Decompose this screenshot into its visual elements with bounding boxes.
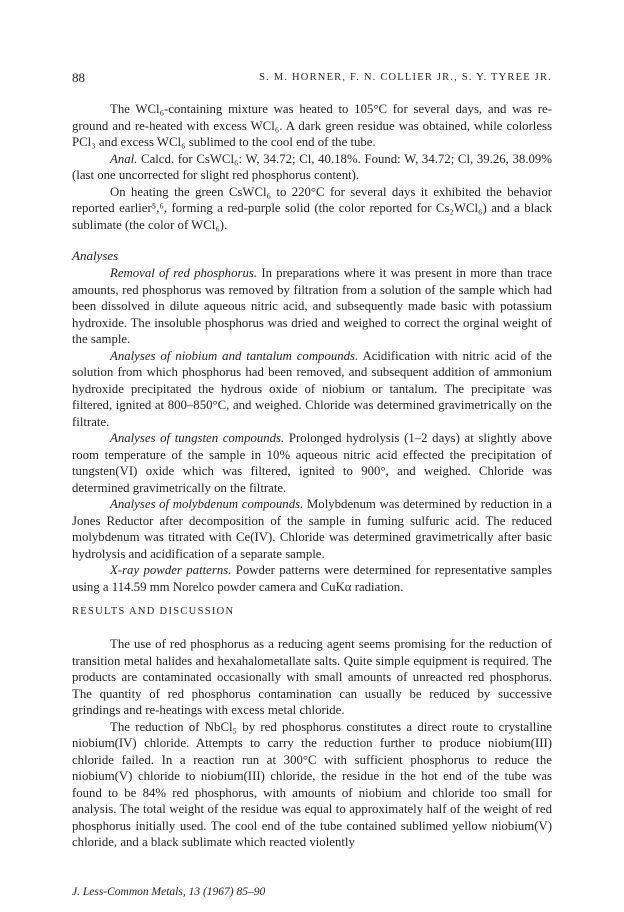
page-number: 88 — [72, 70, 85, 85]
intro-paragraph-2 — [72, 151, 552, 184]
anal-text: Calcd. for CsWCl₆: W, 34.72; Cl, 40.18%. Found: W, 34.72; Cl, 39.26, 38.09% (last one uncorrected for slight red phosphorus content). — [72, 151, 552, 182]
journal-citation: J. Less-Common Metals, 13 (1967) 85–90 — [72, 886, 266, 898]
analyses-label-3: Analyses of tungsten compounds. — [110, 431, 285, 445]
analyses-paragraph-4 — [72, 496, 552, 562]
analyses-label-5: X-ray powder patterns. — [110, 563, 232, 577]
analyses-text-2: Acidification with nitric acid of the solution from which phosphorus had been removed, and subsequent addition of ammonium hydroxide precipitated the hydrous oxide of niobium or tantalum. The precipitate was filtered, ignited at 800–850°C, and weighed. Chloride was determined gravimetrically on the filtrate. — [72, 348, 552, 429]
page-footer — [72, 884, 265, 901]
analyses-label-4: Analyses of molybdenum compounds. — [110, 497, 304, 511]
analyses-text-5: Powder patterns were determined for representative samples using a 114.59 mm Norelco powder camera and CuKα radiation. — [72, 563, 552, 594]
anal-label: Anal. — [110, 151, 138, 166]
analyses-label-1: Removal of red phosphorus. — [110, 266, 258, 280]
page-header — [72, 70, 552, 86]
analyses-label-2: Analyses of niobium and tantalum compounds. — [110, 348, 359, 363]
results-paragraph-2: The reduction of NbCl₅ by red phosphorus constitutes a direct route to crystalline niobium(IV) chloride. Attempts to carry the reduction further to produce niobium(III) chloride failed. In a reaction run at 300°C with sufficient phosphorus to reduce the niobium(V) chloride to niobium(III) chloride, the residue in the hot end of the tube was found to be 84% red phosphorus, with amounts of niobium and chloride too small for analysis. The total weight of the residue was equal to approximately half of the weight of red phosphorus initially used. The cool end of the tube contained sublimed yellow niobium(V) chloride, and a black sublimate which reacted violently — [72, 719, 552, 849]
analyses-text-3: Prolonged hydrolysis (1–2 days) at slightly above room temperature of the sample in 10% aqueous nitric acid effected the precipitation of tungsten(VI) oxide which was filtered, ignited to 900°, and weighed. Chloride was determined gravimetrically on the filtrate. — [72, 431, 552, 495]
analyses-text-1: In preparations where it was present in more than trace amounts, red phosphorus was removed by filtration from a solution of the sample which had been dissolved in dilute aqueous nitric acid, and subsequently made basic with potassium hydroxide. The insoluble phosphorus was dried and weighed to correct the orginal weight of the sample. — [72, 266, 552, 346]
results-paragraph-1: The use of red phosphorus as a reducing agent seems promising for the reduction of transition metal halides and hexahalometallate salts. Quite simple equipment is required. The products are contaminated occasionally with small amounts of unreacted red phosphorus. The quantity of red phosphorus contamination can usually be reduced by successive grindings and re-heatings with excess metal chloride. — [72, 637, 552, 717]
results-heading: RESULTS AND DISCUSSION — [72, 606, 235, 617]
intro-section — [72, 101, 552, 233]
analyses-paragraph-3 — [72, 430, 552, 496]
results-section — [72, 636, 552, 851]
analyses-section — [72, 265, 552, 595]
running-head: S. M. HORNER, F. N. COLLIER JR., S. Y. TYREE JR. — [259, 72, 552, 83]
intro-paragraph-3: On heating the green CsWCl₆ to 220°C for several days it exhibited the behavior reported earlier⁵,⁶, forming a red-purple solid (the color reported for Cs₂WCl₆) and a black sublimate (the color of WCl₆). — [72, 184, 552, 232]
analyses-text-4: Molybdenum was determined by reduction in a Jones Reductor after decomposition of the sample in fuming sulfuric acid. The reduced molybdenum was titrated with Ce(IV). Chloride was determined gravimetrically after basic hydrolysis and acidification of a separate sample. — [72, 497, 552, 561]
analyses-paragraph-1 — [72, 265, 552, 348]
analyses-paragraph-2 — [72, 348, 552, 431]
analyses-paragraph-5 — [72, 562, 552, 595]
analyses-heading: Analyses — [72, 248, 119, 263]
intro-paragraph-1: The WCl₆-containing mixture was heated to 105°C for several days, and was re-ground and re-heated with excess WCl₆. A dark green residue was obtained, while colorless PCl₃ and excess WCl₆ sublimed to the cool end of the tube. — [72, 102, 552, 149]
